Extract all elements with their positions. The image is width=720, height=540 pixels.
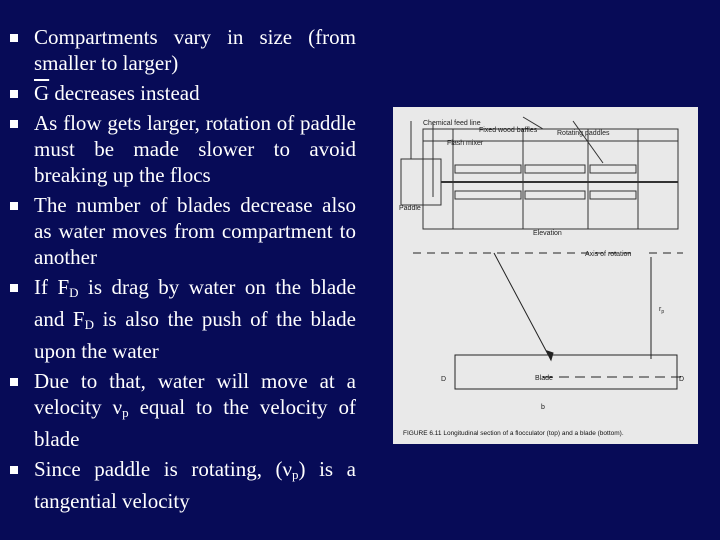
- bullet-marker: [10, 34, 18, 42]
- flash-mixer-box: [401, 159, 441, 205]
- bullet-marker: [10, 378, 18, 386]
- bullet-blades-decrease: The number of blades decrease also as water moves from compartment to another: [10, 192, 356, 270]
- flocculator-figure: [393, 107, 698, 444]
- bullet-drag-force: If $F_D$ is drag by water on the blade and $F_D$ is also the push of the blade upon the water: [10, 274, 356, 364]
- label-axis-of-rotation: Axis of rotation: [585, 251, 632, 258]
- bullet-water-velocity: Due to that, water will move at a velocity $\nu_p$ equal to the velocity of blade: [10, 368, 356, 452]
- g-bar-symbol: $\overline{G}$: [34, 81, 50, 105]
- radius-line: [494, 253, 551, 360]
- bullet-tangential-velocity: Since paddle is rotating, $(\nu_p)$ is a tangential velocity: [10, 456, 356, 514]
- bullet-marker: [10, 466, 18, 474]
- label-rp: $r_p$: [659, 306, 665, 315]
- label-fixed-baffles: Fixed wood baffles: [479, 127, 538, 134]
- label-rotating-paddles: Rotating paddles: [557, 130, 610, 137]
- label-chemical-feed: Chemical feed line: [423, 120, 481, 127]
- bullet-marker: [10, 90, 18, 98]
- paddle-bar-3: [525, 165, 585, 173]
- bullet-marker: [10, 120, 18, 128]
- label-paddle: Paddle: [399, 205, 421, 212]
- paddle-bar-2: [455, 191, 521, 199]
- paddle-bar-1: [455, 165, 521, 173]
- bullet-g-decreases: $\overline{G}$ decreases instead: [10, 80, 356, 106]
- bullet-marker: [10, 202, 18, 210]
- label-blade: Blade: [535, 375, 553, 382]
- bullet-marker: [10, 284, 18, 292]
- blade-section: [413, 253, 683, 389]
- paddle-bar-4: [525, 191, 585, 199]
- flocculator-diagram: [393, 107, 698, 444]
- flocculator-elevation: [401, 117, 678, 229]
- paddle-bar-5: [590, 165, 636, 173]
- label-b: b: [541, 404, 545, 411]
- figure-caption: FIGURE 6.11 Longitudinal section of a flocculator (top) and a blade (bottom).: [403, 430, 624, 437]
- blade-rectangle: [455, 355, 677, 389]
- paddle-bar-6: [590, 191, 636, 199]
- bullet-flow-rotation: As flow gets larger, rotation of paddle must be made slower to avoid breaking up the flocs: [10, 110, 356, 188]
- bullet-compartments: Compartments vary in size (from smaller to larger): [10, 24, 356, 76]
- label-elevation: Elevation: [533, 230, 562, 237]
- label-d-left: D: [441, 376, 447, 383]
- label-d-right: D: [679, 376, 685, 383]
- bullet-list: [10, 24, 356, 518]
- label-flash-mixer: Flash mixer: [447, 140, 484, 147]
